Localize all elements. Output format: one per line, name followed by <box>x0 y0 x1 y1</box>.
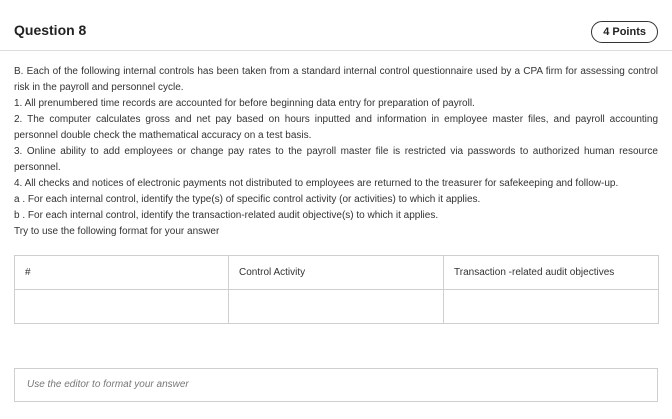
instruction-a: a . For each internal control, identify the type(s) of specific control activity (or activities) to which it applies. <box>14 194 481 205</box>
editor-placeholder: Use the editor to format your answer <box>27 379 189 390</box>
table-header-number: # <box>15 256 229 290</box>
table-header-row <box>15 256 659 290</box>
table-cell <box>229 290 444 324</box>
instruction-b: b . For each internal control, identify the transaction-related audit objective(s) to which it applies. <box>14 210 439 221</box>
question-intro: B. Each of the following internal controls has been taken from a standard internal control questionnaire used by a CPA firm for assessing control risk in the payroll and personnel cycle. <box>14 66 658 93</box>
control-item-3: 3. Online ability to add employees or change pay rates to the payroll master file is restricted via passwords to authorized human resource personnel. <box>14 146 658 173</box>
control-item-1: 1. All prenumbered time records are accounted for before beginning data entry for preparation of payroll. <box>14 98 475 109</box>
format-instruction: Try to use the following format for your answer <box>14 226 220 237</box>
control-item-2: 2. The computer calculates gross and net pay based on hours inputted and information in employee master files, and payroll accounting personnel double check the mathematical accuracy on a test basis. <box>14 114 658 141</box>
answer-editor[interactable] <box>14 368 658 402</box>
question-body <box>14 64 658 240</box>
question-title: Question 8 <box>14 22 87 38</box>
question-header <box>0 0 672 51</box>
answer-format-table <box>14 255 659 324</box>
table-cell <box>444 290 659 324</box>
table-row <box>15 290 659 324</box>
table-cell <box>15 290 229 324</box>
table-header-control-activity: Control Activity <box>229 256 444 290</box>
control-item-4: 4. All checks and notices of electronic payments not distributed to employees are returned to the treasurer for safekeeping and follow-up. <box>14 178 619 189</box>
points-badge: 4 Points <box>591 21 658 43</box>
table-header-audit-objectives: Transaction -related audit objectives <box>444 256 659 290</box>
